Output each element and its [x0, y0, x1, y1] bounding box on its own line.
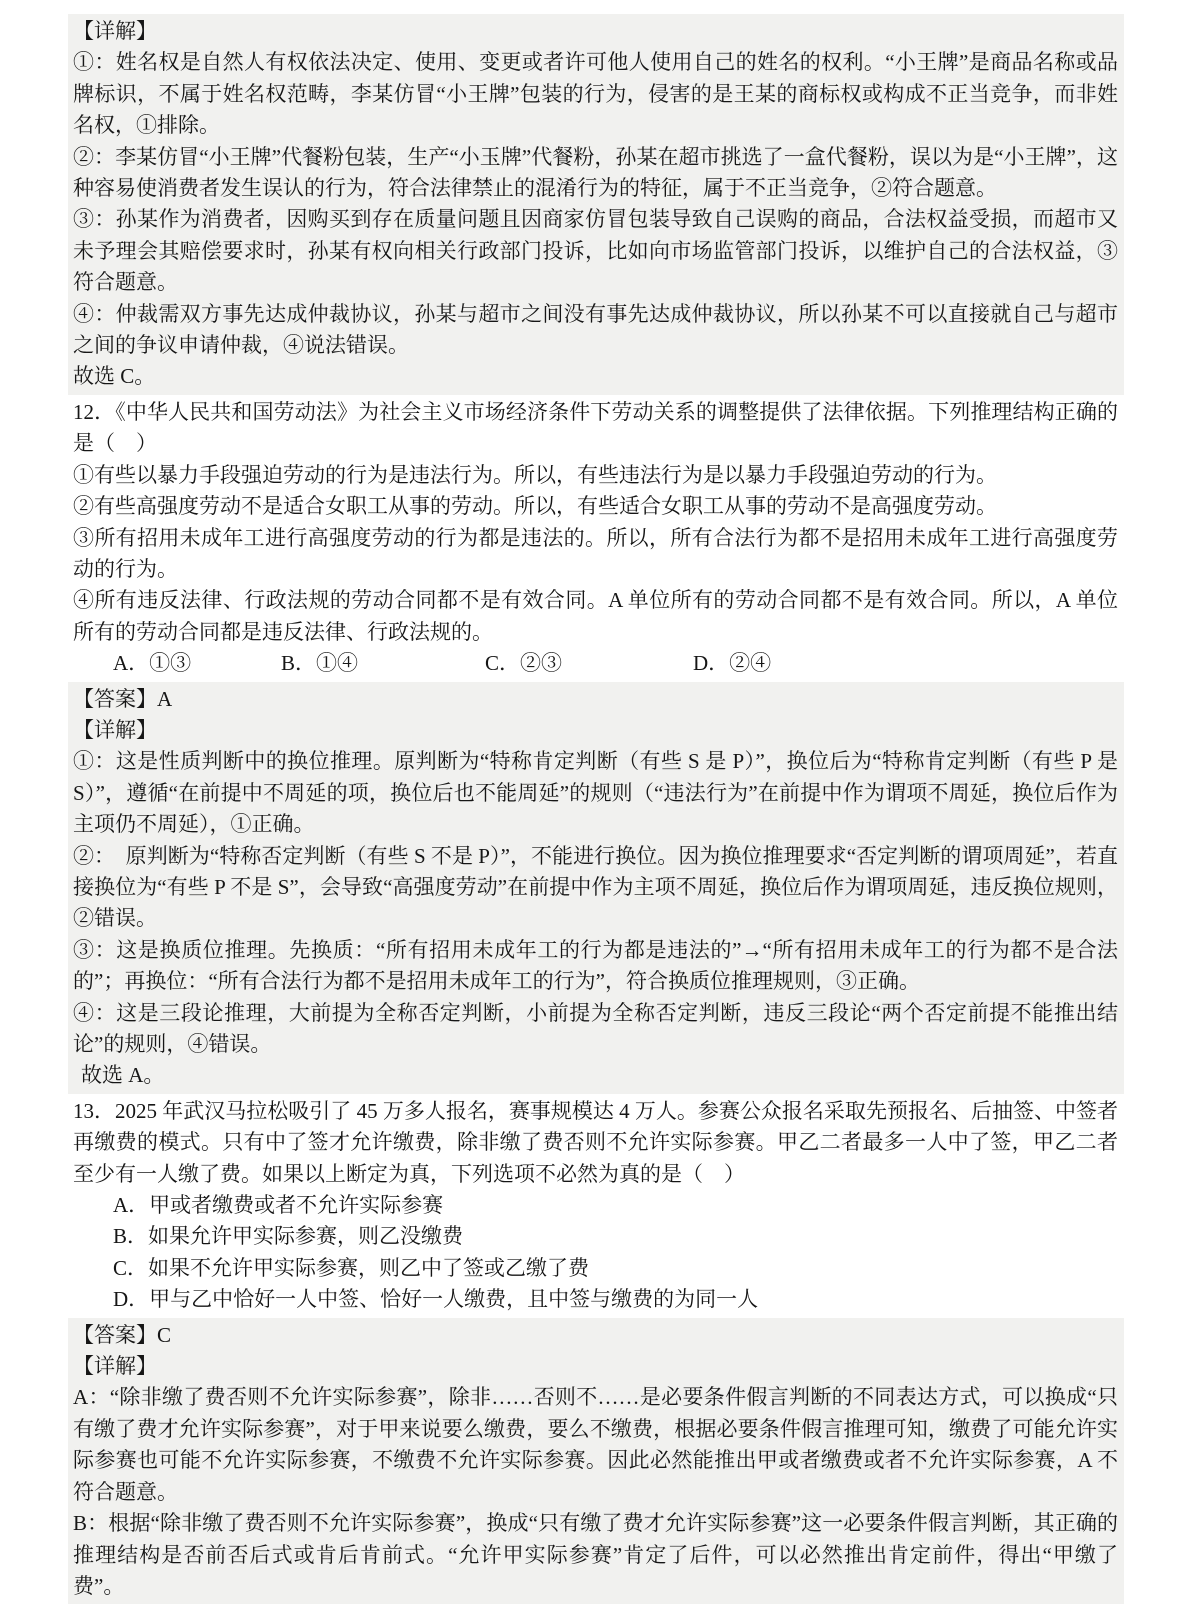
q11-detail-heading: 【详解】	[73, 19, 157, 43]
q11-analysis-point-3: ③：孙某作为消费者，因购买到存在质量问题且因商家仿冒包装导致自己误购的商品，合法权益受损，而超市又未予理会其赔偿要求时，孙某有权向相关行政部门投诉，比如向市场监管部门投诉，以维护自己的合法权益，③符合题意。	[73, 207, 1118, 295]
q13-stem: 13．2025 年武汉马拉松吸引了 45 万多人报名，赛事规模达 4 万人。参赛公众报名采取先预报名、后抽签、中签者再缴费的模式。只有中了签才允许缴费，除非缴了费否则不允许实际参赛。甲乙二者最多一人中了签，甲乙二者至少有一人缴了费。如果以上断定为真，下列选项不必然为真的是（ ）	[73, 1098, 1118, 1186]
q11-analysis-point-1: ①：姓名权是自然人有权依法决定、使用、变更或者许可他人使用自己的姓名的权利。“小王牌”是商品名称或品牌标识，不属于姓名权范畴，李某仿冒“小王牌”包装的行为，侵害的是王某的商标权或构成不正当竞争，而非姓名权，①排除。	[73, 50, 1118, 138]
q12-question-section	[68, 395, 1124, 682]
q13-option-d: D．甲与乙中恰好一人中签、恰好一人缴费，且中签与缴费的为同一人	[113, 1287, 759, 1312]
q13-analysis-option-b: B：根据“除非缴了费否则不允许实际参赛”，换成“只有缴了费才允许实际参赛”这一必要条件假言判断，其正确的推理结构是否前否后式或肯后肯前式。“允许甲实际参赛”肯定了后件，可以必然推出肯定前件，得出“甲缴了费”。	[73, 1511, 1118, 1598]
q13-option-c: C．如果不允许甲实际参赛，则乙中了签或乙缴了费	[113, 1255, 590, 1280]
q13-option-b: B．如果允许甲实际参赛，则乙没缴费	[113, 1224, 464, 1249]
q11-analysis-point-2: ②：李某仿冒“小王牌”代餐粉包装，生产“小玉牌”代餐粉，孙某在超市挑选了一盒代餐粉，误以为是“小王牌”，这种容易使消费者发生误认的行为，符合法律禁止的混淆行为的特征，属于不正当竞争，②符合题意。	[73, 144, 1118, 201]
q11-conclusion: 故选 C。	[73, 364, 156, 389]
q12-answer-section	[68, 682, 1124, 1094]
q13-option-a: A．甲或者缴费或者不允许实际参赛	[113, 1193, 444, 1218]
q12-statement-1: ①有些以暴力手段强迫劳动的行为是违法行为。所以，有些违法行为是以暴力手段强迫劳动的行为。	[73, 462, 997, 487]
q12-answer-label: 【答案】A	[73, 686, 173, 711]
q12-detail-heading: 【详解】	[73, 717, 157, 742]
q12-option-b: B．①④	[281, 651, 359, 676]
q11-analysis-section	[68, 14, 1124, 395]
q13-answer-label: 【答案】C	[73, 1322, 172, 1347]
q13-question-section	[68, 1094, 1124, 1318]
q12-options-row	[73, 648, 1118, 679]
q12-statement-4: ④所有违反法律、行政法规的劳动合同都不是有效合同。A 单位所有的劳动合同都不是有效合同。所以，A 单位所有的劳动合同都是违反法律、行政法规的。	[73, 588, 1118, 644]
q12-option-c: C．②③	[485, 651, 563, 676]
q11-analysis-point-4: ④：仲裁需双方事先达成仲裁协议，孙某与超市之间没有事先达成仲裁协议，所以孙某不可以直接就自己与超市之间的争议申请仲裁，④说法错误。	[73, 301, 1118, 358]
q12-stem: 12．《中华人民共和国劳动法》为社会主义市场经济条件下劳动关系的调整提供了法律依据。下列推理结构正确的是（ ）	[73, 399, 1118, 456]
q12-statement-3: ③所有招用未成年工进行高强度劳动的行为都是违法的。所以，所有合法行为都不是招用未成年工进行高强度劳动的行为。	[73, 525, 1118, 581]
q12-analysis-point-1: ①：这是性质判断中的换位推理。原判断为“特称肯定判断（有些 S 是 P）”，换位后为“特称肯定判断（有些 P 是 S）”，遵循“在前提中不周延的项，换位后也不能周延”的规则（“违法行为”在前提中作为谓项不周延，换位后作为主项仍不周延），①正确。	[73, 749, 1118, 837]
document-page	[68, 14, 1124, 1604]
q12-analysis-point-2: ②： 原判断为“特称否定判断（有些 S 不是 P）”，不能进行换位。因为换位推理要求“否定判断的谓项周延”，若直接换位为“有些 P 不是 S”，会导致“高强度劳动”在前提中作为主项不周延，换位后作为谓项周延，违反换位规则，②错误。	[73, 843, 1118, 931]
q12-analysis-point-4: ④：这是三段论推理，大前提为全称否定判断，小前提为全称否定判断，违反三段论“两个否定前提不能推出结论”的规则，④错误。	[73, 1000, 1118, 1056]
q13-analysis-option-a: A：“除非缴了费否则不允许实际参赛”，除非……否则不……是必要条件假言判断的不同表达方式，可以换成“只有缴了费才允许实际参赛”，对于甲来说要么缴费，要么不缴费，根据必要条件假言推理可知，缴费了可能允许实际参赛也可能不允许实际参赛，不缴费不允许实际参赛。因此必然能推出甲或者缴费或者不允许实际参赛，A 不符合题意。	[73, 1385, 1118, 1504]
q13-detail-heading: 【详解】	[73, 1354, 157, 1379]
q12-conclusion: 故选 A。	[81, 1063, 165, 1088]
q13-answer-section	[68, 1318, 1124, 1604]
q12-option-a: A．①③	[113, 651, 192, 676]
q12-statement-2: ②有些高强度劳动不是适合女职工从事的劳动。所以，有些适合女职工从事的劳动不是高强度劳动。	[73, 494, 997, 519]
q12-analysis-point-3: ③：这是换质位推理。先换质：“所有招用未成年工的行为都是违法的”→“所有招用未成年工的行为都不是合法的”；再换位：“所有合法行为都不是招用未成年工的行为”，符合换质位推理规则，③正确。	[73, 937, 1118, 994]
q12-option-d: D．②④	[693, 651, 772, 676]
